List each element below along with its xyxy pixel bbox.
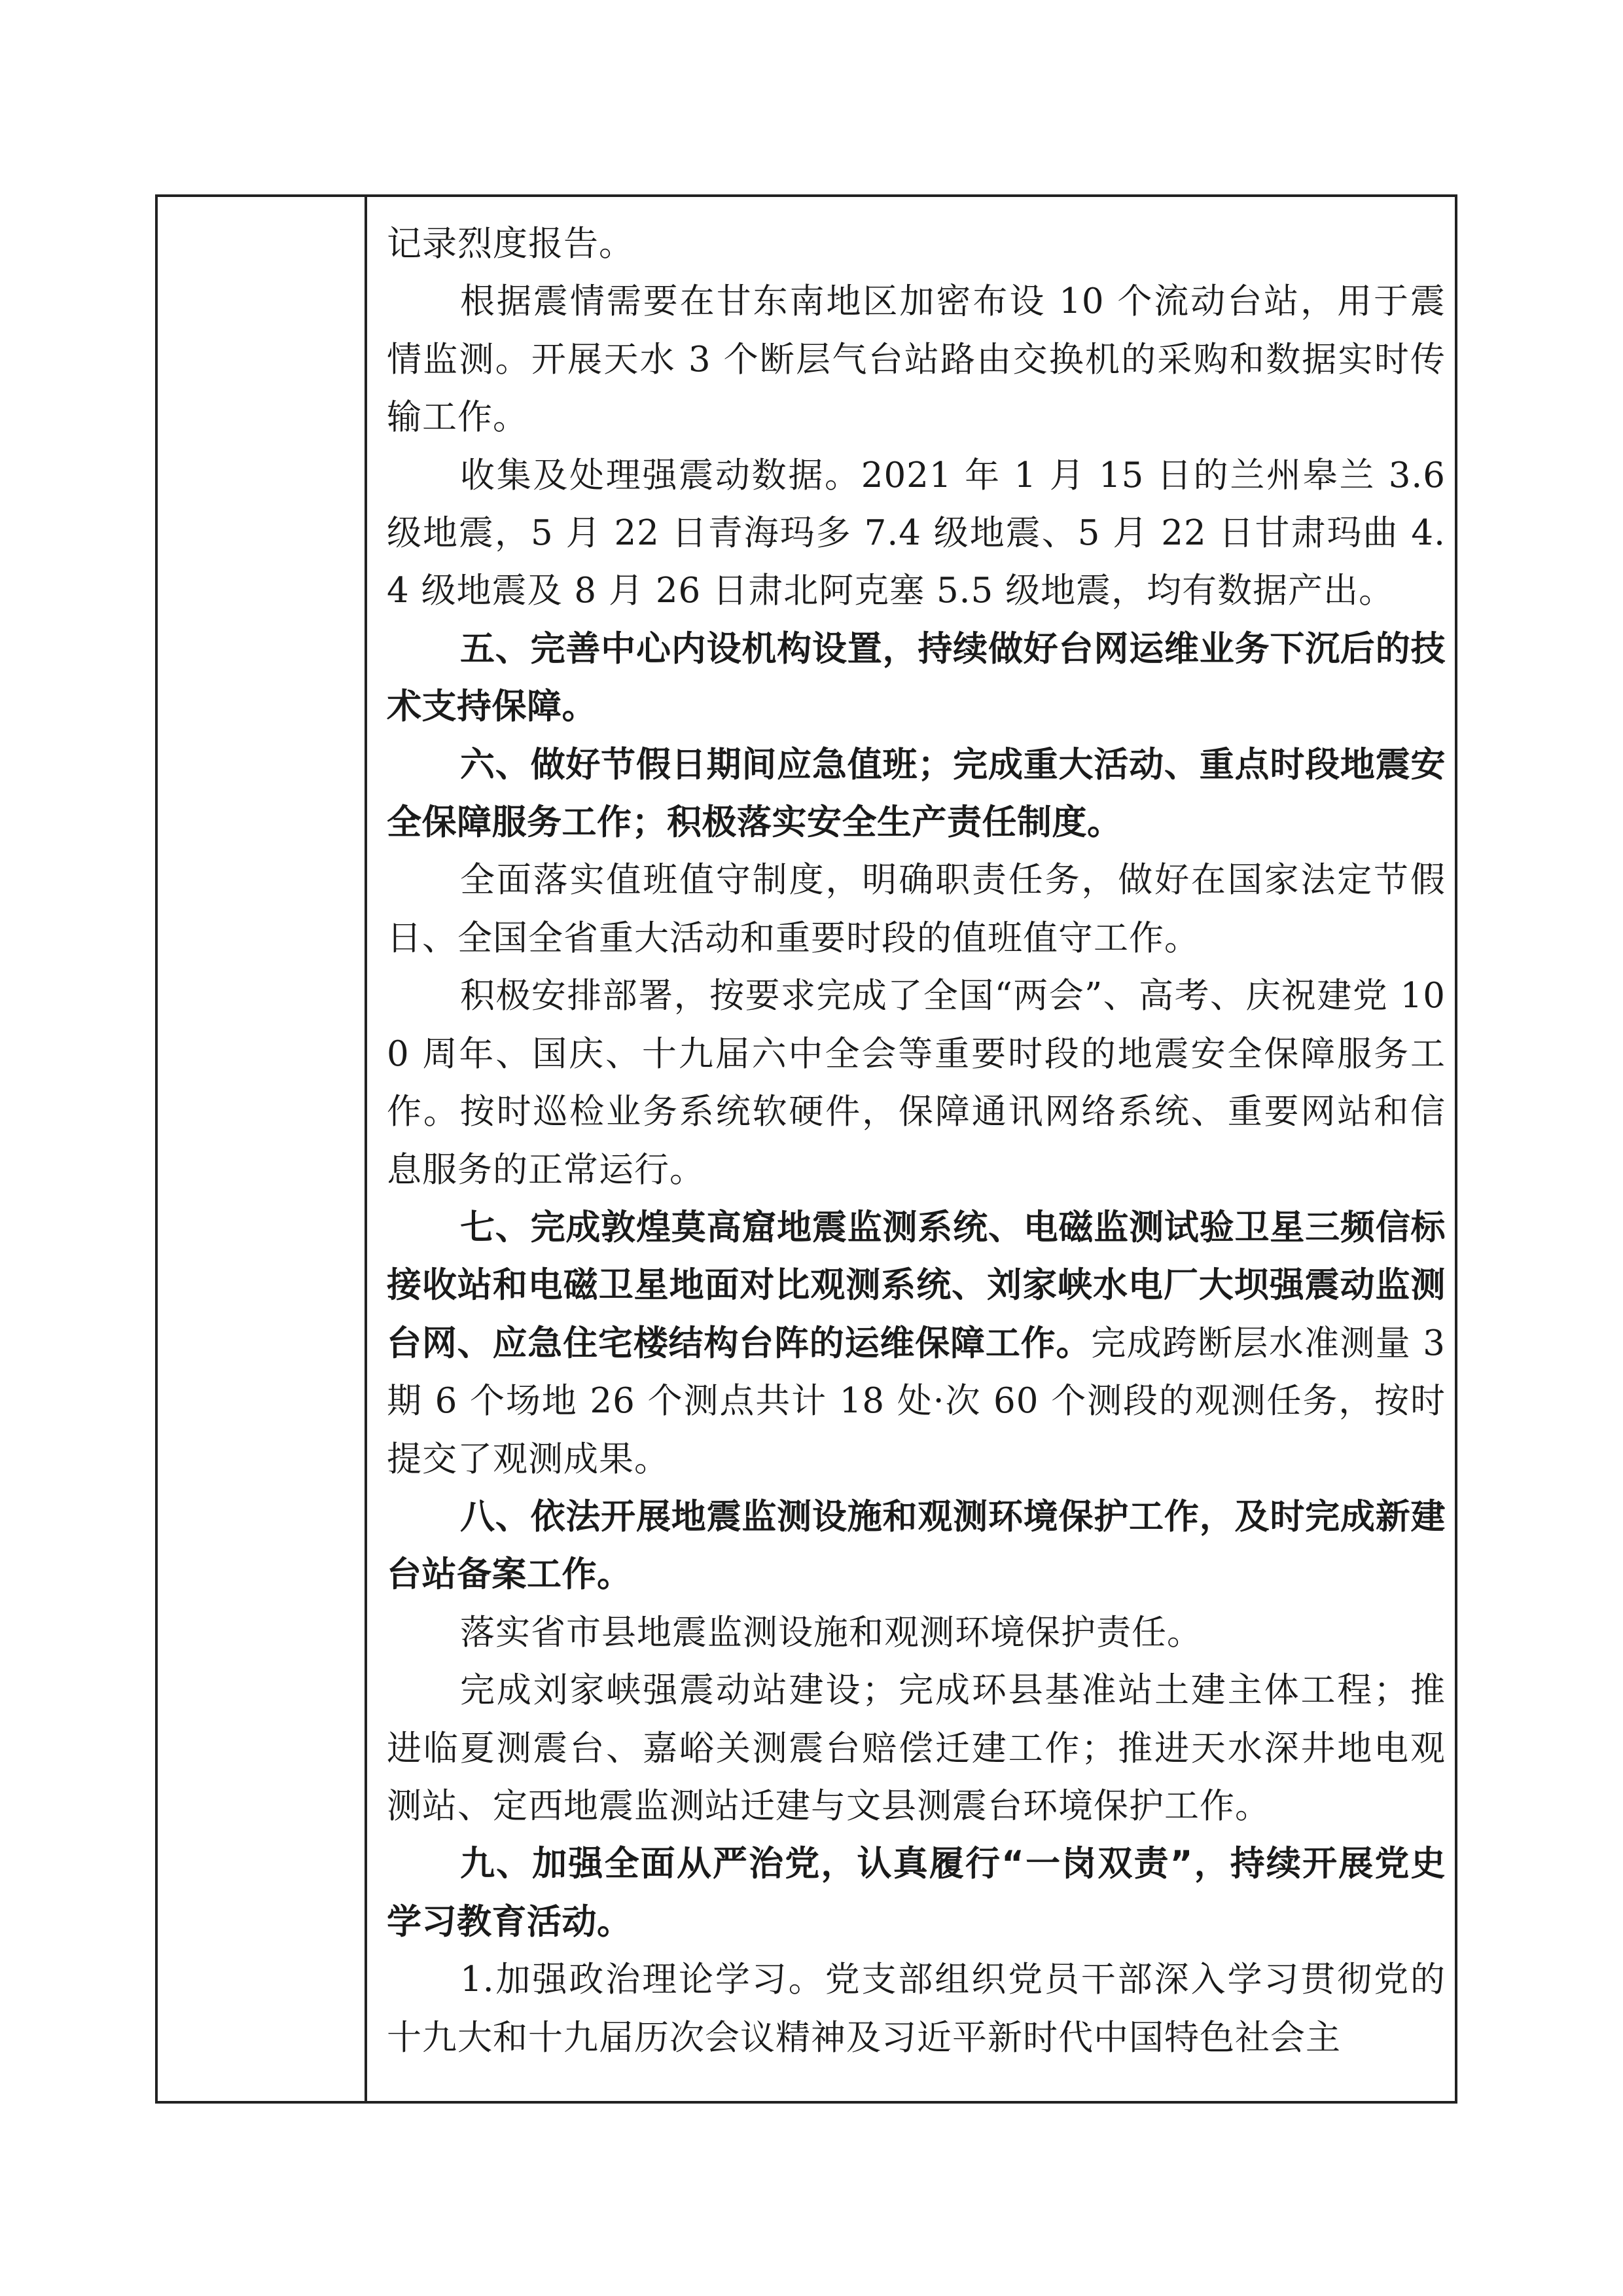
paragraph-intensity-report: 记录烈度报告。 — [387, 224, 634, 264]
heading-section-7: 七、完成敦煌莫高窟地震监测系统、电磁监测试验卫星三频信标接收站和电磁卫星地面对比观测系统、刘家峡水电厂大坝强震动监测台网、应急住宅楼结构台阵的运维保障工作。 — [387, 1207, 1446, 1363]
paragraph-protection-duty: 落实省市县地震监测设施和观测环境保护责任。 — [460, 1612, 1202, 1653]
heading-section-6: 六、做好节假日期间应急值班；完成重大活动、重点时段地震安全保障服务工作；积极落实安全生产责任制度。 — [387, 744, 1446, 843]
paragraph-political-study: 1.加强政治理论学习。党支部组织党员干部深入学习贯彻党的十九大和十九届历次会议精神及习近平新时代中国特色社会主 — [387, 1960, 1446, 2058]
paragraph-strong-motion-data: 收集及处理强震动数据。2021 年 1 月 15 日的兰州皋兰 3.6 级地震，5 月 22 日青海玛多 7.4 级地震、5 月 22 日甘肃玛曲 4.4 级地震及 8 月 26 日肃北阿克塞 5.5 级地震，均有数据产出。 — [387, 455, 1446, 611]
paragraph-station-construction: 完成刘家峡强震动站建设；完成环县基准站土建主体工程；推进临夏测震台、嘉峪关测震台赔偿迁建工作；推进天水深井地电观测站、定西地震监测站迁建与文县测震台环境保护工作。 — [387, 1670, 1446, 1826]
heading-section-5: 五、完善中心内设机构设置，持续做好台网运维业务下沉后的技术支持保障。 — [387, 628, 1446, 727]
paragraph-mobile-stations: 根据震情需要在甘东南地区加密布设 10 个流动台站，用于震情监测。开展天水 3 个断层气台站路由交换机的采购和数据实时传输工作。 — [387, 281, 1446, 438]
table-label-column — [158, 197, 367, 2101]
document-table — [155, 194, 1457, 2104]
heading-section-9: 九、加强全面从严治党，认真履行“一岗双责”，持续开展党史学习教育活动。 — [387, 1844, 1446, 1942]
paragraph-leveling-survey: 完成跨断层水准测量 3 期 6 个场地 26 个测点共计 18 处·次 60 个测段的观测任务，按时提交了观测成果。 — [387, 1323, 1446, 1479]
paragraph-duty-system: 全面落实值班值守制度，明确职责任务，做好在国家法定节假日、全国全省重大活动和重要时段的值班值守工作。 — [387, 860, 1446, 958]
heading-section-8: 八、依法开展地震监测设施和观测环境保护工作，及时完成新建台站备案工作。 — [387, 1496, 1446, 1595]
table-content-cell — [370, 197, 1455, 2101]
paragraph-security-service: 积极安排部署，按要求完成了全国“两会”、高考、庆祝建党 100 周年、国庆、十九届六中全会等重要时段的地震安全保障服务工作。按时巡检业务系统软硬件，保障通讯网络系统、重要网站和信息服务的正常运行。 — [387, 976, 1446, 1190]
paragraph-section-7 — [387, 1199, 1446, 1488]
